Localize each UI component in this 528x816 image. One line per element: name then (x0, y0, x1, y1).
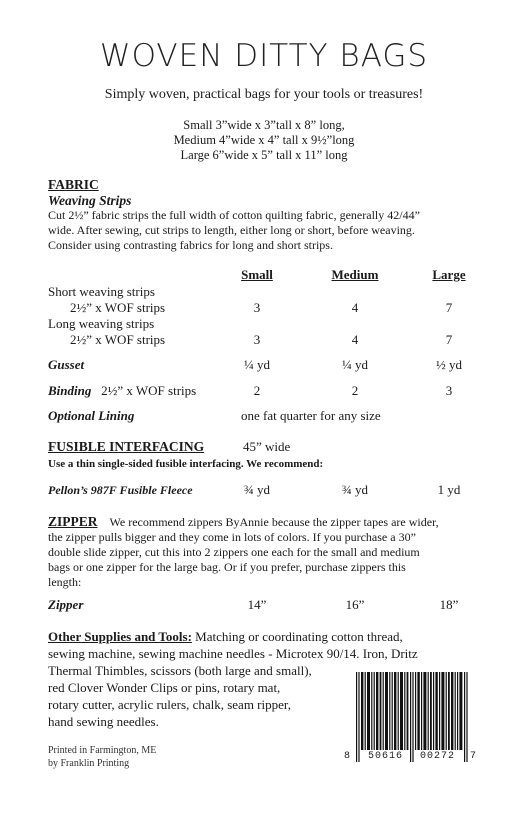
weaving-strips-subheading: Weaving Strips (48, 193, 132, 208)
fabric-heading: FABRIC (48, 177, 99, 192)
binding-sub: 2½” x WOF strips (101, 383, 197, 398)
interfacing-small: ¾ yd (244, 482, 270, 497)
binding-small: 2 (253, 383, 261, 398)
long-medium: 4 (351, 332, 359, 347)
supplies-line-6: hand sewing needles. (48, 714, 159, 729)
lining-label: Optional Lining (48, 408, 135, 423)
zipper-line: double slide zipper, cut this into 2 zippers one each for the small and medium (48, 545, 420, 559)
page-title: WOVEN DITTY BAGS (99, 38, 429, 74)
supplies-line-2: sewing machine, sewing machine needles - Microtex 90/14. Iron, Dritz (48, 646, 418, 661)
subtitle: Simply woven, practical bags for your tools or treasures! (104, 87, 424, 102)
barcode-left-group: 50616 (368, 751, 404, 762)
supplies-line-5: rotary cutter, acrylic rulers, chalk, seam ripper, (48, 697, 291, 712)
long-large: 7 (445, 332, 453, 347)
fabric-line: Cut 2½” fabric strips the full width of cotton quilting fabric, generally 42/44” (48, 208, 420, 222)
size-list (0, 118, 528, 163)
size-large: Large 6”wide x 5” tall x 11” long (180, 148, 348, 162)
supplies-line-3: Thermal Thimbles, scissors (both large and small), (48, 663, 312, 678)
printer-line-2: by Franklin Printing (48, 758, 130, 769)
long-small: 3 (253, 332, 261, 347)
long-strips-label: Long weaving strips (48, 316, 155, 331)
long-strips-sub: 2½” x WOF strips (70, 332, 166, 347)
zipper-line: length: (48, 575, 82, 589)
zipper-line: bags or one zipper for the large bag. Or if you prefer, purchase zippers this (48, 560, 406, 574)
short-strips-label: Short weaving strips (48, 284, 155, 299)
short-large: 7 (445, 300, 453, 315)
short-medium: 4 (351, 300, 359, 315)
interfacing-medium: ¾ yd (342, 482, 368, 497)
binding-label: Binding (48, 383, 92, 398)
supplies-line-4: red Clover Wonder Clips or pins, rotary mat, (48, 680, 281, 695)
zipper-paragraph (48, 514, 488, 590)
fabric-paragraph (48, 208, 483, 253)
col-small: Small (241, 267, 273, 282)
zipper-label: Zipper (48, 597, 84, 612)
fabric-line: wide. After sewing, cut strips to length, either long or short, before weaving. (48, 223, 415, 237)
interfacing-heading: FUSIBLE INTERFACING (48, 439, 205, 454)
interfacing-recommend: Use a thin single-sided fusible interfacing. We recommend: (48, 458, 324, 470)
binding-medium: 2 (351, 383, 359, 398)
gusset-large: ½ yd (436, 357, 462, 372)
gusset-medium: ¼ yd (342, 357, 368, 372)
fabric-line: Consider using contrasting fabrics for long and short strips. (48, 238, 333, 252)
printer-line-1: Printed in Farmington, ME (48, 745, 157, 756)
zipper-heading: ZIPPER (48, 514, 98, 529)
short-strips-sub: 2½” x WOF strips (70, 300, 166, 315)
zipper-large: 18” (439, 597, 459, 612)
zipper-line (48, 514, 488, 530)
size-small: Small 3”wide x 3”tall x 8” long, (183, 118, 345, 132)
col-large: Large (432, 267, 466, 282)
zipper-medium: 16” (345, 597, 365, 612)
interfacing-large: 1 yd (437, 482, 461, 497)
size-medium: Medium 4”wide x 4” tall x 9½”long (173, 133, 355, 147)
interfacing-width: 45” wide (243, 439, 291, 454)
lining-value: one fat quarter for any size (241, 408, 381, 423)
printer-info (48, 744, 156, 770)
gusset-label: Gusset (48, 357, 85, 372)
gusset-small: ¼ yd (244, 357, 270, 372)
zipper-text: We recommend zippers ByAnnie because the zipper tapes are wider, (109, 515, 439, 529)
interfacing-product: Pellon’s 987F Fusible Fleece (48, 483, 193, 497)
barcode-check-digit: 7 (470, 751, 477, 762)
supplies-text: Matching or coordinating cotton thread, (191, 629, 403, 644)
binding-large: 3 (445, 383, 453, 398)
zipper-line: the zipper pulls bigger and they come in lots of colors. If you purchase a 30” (48, 530, 416, 544)
supplies-line-1 (48, 628, 403, 645)
barcode-right-group: 00272 (420, 751, 456, 762)
supplies-heading: Other Supplies and Tools: (48, 629, 192, 644)
short-small: 3 (253, 300, 261, 315)
zipper-small: 14” (247, 597, 267, 612)
col-medium: Medium (331, 267, 379, 282)
barcode-first-digit: 8 (344, 751, 351, 762)
binding-row-label (48, 383, 196, 399)
